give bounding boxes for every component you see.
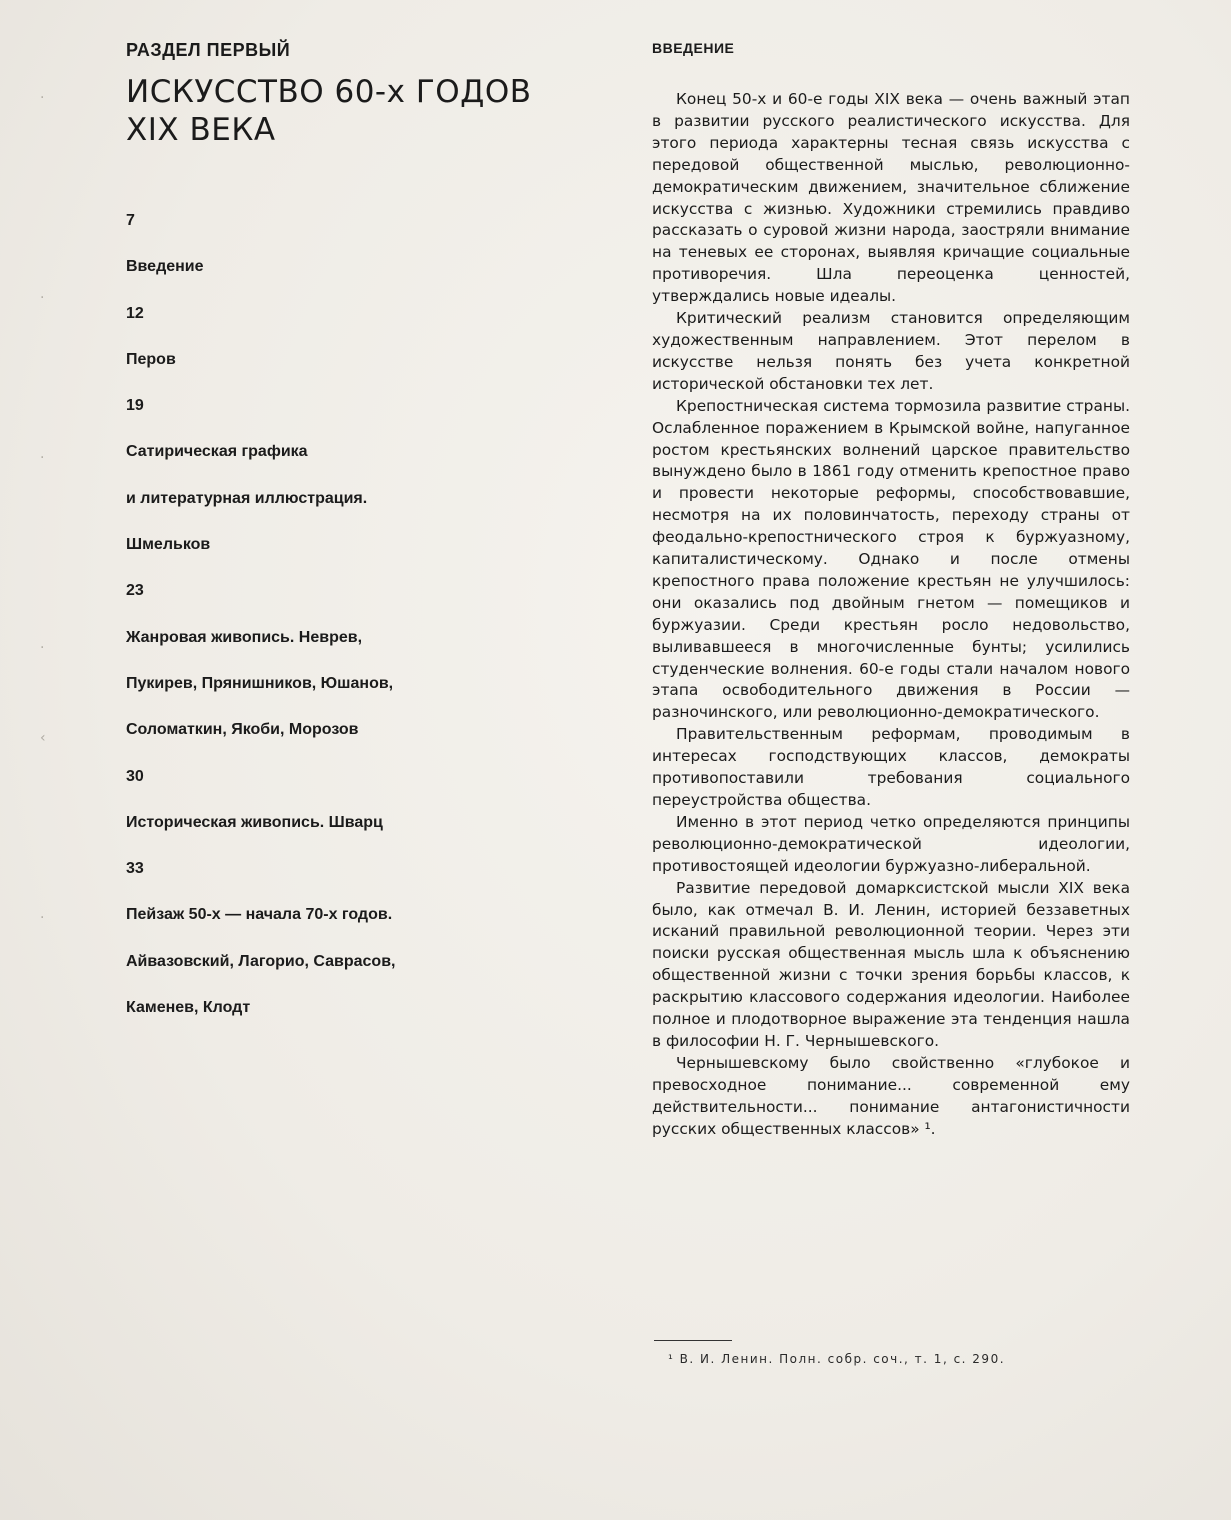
body-paragraph: Критический реализм становится определяющим художественным направлением. Этот перелом в искусстве нельзя понять без учета конкретной исторической обстановки тех лет.	[652, 309, 1130, 393]
toc-line: Каменев, Клодт	[126, 999, 251, 1017]
toc-line: 30	[126, 767, 144, 785]
toc-line: 23	[126, 582, 144, 600]
margin-scan-marks: · · · · ‹ ·	[40, 90, 46, 926]
section-title	[126, 73, 596, 149]
toc-line: 33	[126, 860, 144, 878]
toc-line: Введение	[126, 258, 204, 276]
body-paragraph: Чернышевскому было свойственно «глубокое и превосходное понимание... современной ему действительности... понимание антагонистичности русских общественных классов» ¹.	[652, 1053, 1130, 1138]
footnote: ¹ В. И. Ленин. Полн. собр. соч., т. 1, с. 290.	[668, 1352, 1006, 1366]
body-paragraph: Именно в этот период четко определяются принципы революционно-демократической идеологии, противостоящей идеологии буржуазно-либеральной.	[652, 812, 1130, 875]
section-label: РАЗДЕЛ ПЕРВЫЙ	[126, 40, 291, 60]
table-of-contents	[126, 198, 606, 1031]
section-title-line: XIX ВЕКА	[126, 112, 276, 148]
introduction-body	[652, 89, 1130, 1141]
body-paragraph: Крепостническая система тормозила развитие страны. Ослабленное поражением в Крымской войне, напуганное ростом крестьянских волнений царское правительство вынуждено было в 1861 году отменить крепостное право и провести некоторые реформы, способствовавшие, несмотря на их половинчатость, переходу страны от феодально-крепостнического строя к буржуазному, капиталистическому. Однако и после отмены крепостного права положение крестьян не улучшилось: они оказались под двойным гнетом — помещиков и буржуазии. Среди крестьян росло недовольство, выливавшееся в многочисленные бунты; усилились студенческие волнения. 60-е годы стали началом нового этапа освободительного движения в России — разночинского, или революционно-демократического.	[652, 396, 1130, 722]
toc-line: Перов	[126, 350, 176, 368]
toc-line: 12	[126, 304, 144, 322]
toc-line: 7	[126, 212, 135, 229]
toc-line: Историческая живопись. Шварц	[126, 813, 383, 831]
footnote-divider	[654, 1340, 732, 1341]
introduction-header	[652, 40, 1130, 56]
body-paragraph: Развитие передовой домарксистской мысли XIX века было, как отмечал В. И. Ленин, историей беззаветных исканий правильной революционной теории. Через эти поиски русская общественная мысль шла к объяснению общественной жизни с точки зрения борьбы классов, к раскрытию классового содержания идеологии. Наиболее полное и плодотворное выражение эта тенденция нашла в философии Н. Г. Чернышевского.	[652, 878, 1130, 1050]
toc-line: Сатирическая графика	[126, 443, 308, 461]
toc-line: Жанровая живопись. Неврев,	[126, 628, 363, 646]
toc-line: Шмельков	[126, 536, 211, 554]
toc-line: Пукирев, Прянишников, Юшанов,	[126, 674, 394, 692]
toc-line: Соломаткин, Якоби, Морозов	[126, 721, 359, 739]
toc-line: и литературная иллюстрация.	[126, 489, 368, 507]
toc-line: Айвазовский, Лагорио, Саврасов,	[126, 952, 396, 970]
toc-line: 19	[126, 397, 144, 415]
section-title-line: ИСКУССТВО 60-х ГОДОВ	[126, 74, 532, 110]
toc-line: Пейзаж 50-х — начала 70-х годов.	[126, 906, 393, 924]
introduction-label: ВВЕДЕНИЕ	[652, 40, 735, 56]
body-paragraph: Конец 50-х и 60-е годы XIX века — очень важный этап в развитии русского реалистического искусства. Для этого периода характерны тесная связь искусства с передовой общественной мыслью, революционно-демократическим движением, значительное сближение искусства с жизнью. Художники стремились правдиво рассказать о суровой жизни народа, заостряли внимание на теневых ее сторонах, выявляя кричащие социальные противоречия. Шла переоценка ценностей, утверждались новые идеалы.	[652, 90, 1130, 306]
section-header	[126, 40, 596, 149]
body-paragraph: Правительственным реформам, проводимым в интересах господствующих классов, демократы противопоставили требования социального переустройства общества.	[652, 725, 1130, 809]
